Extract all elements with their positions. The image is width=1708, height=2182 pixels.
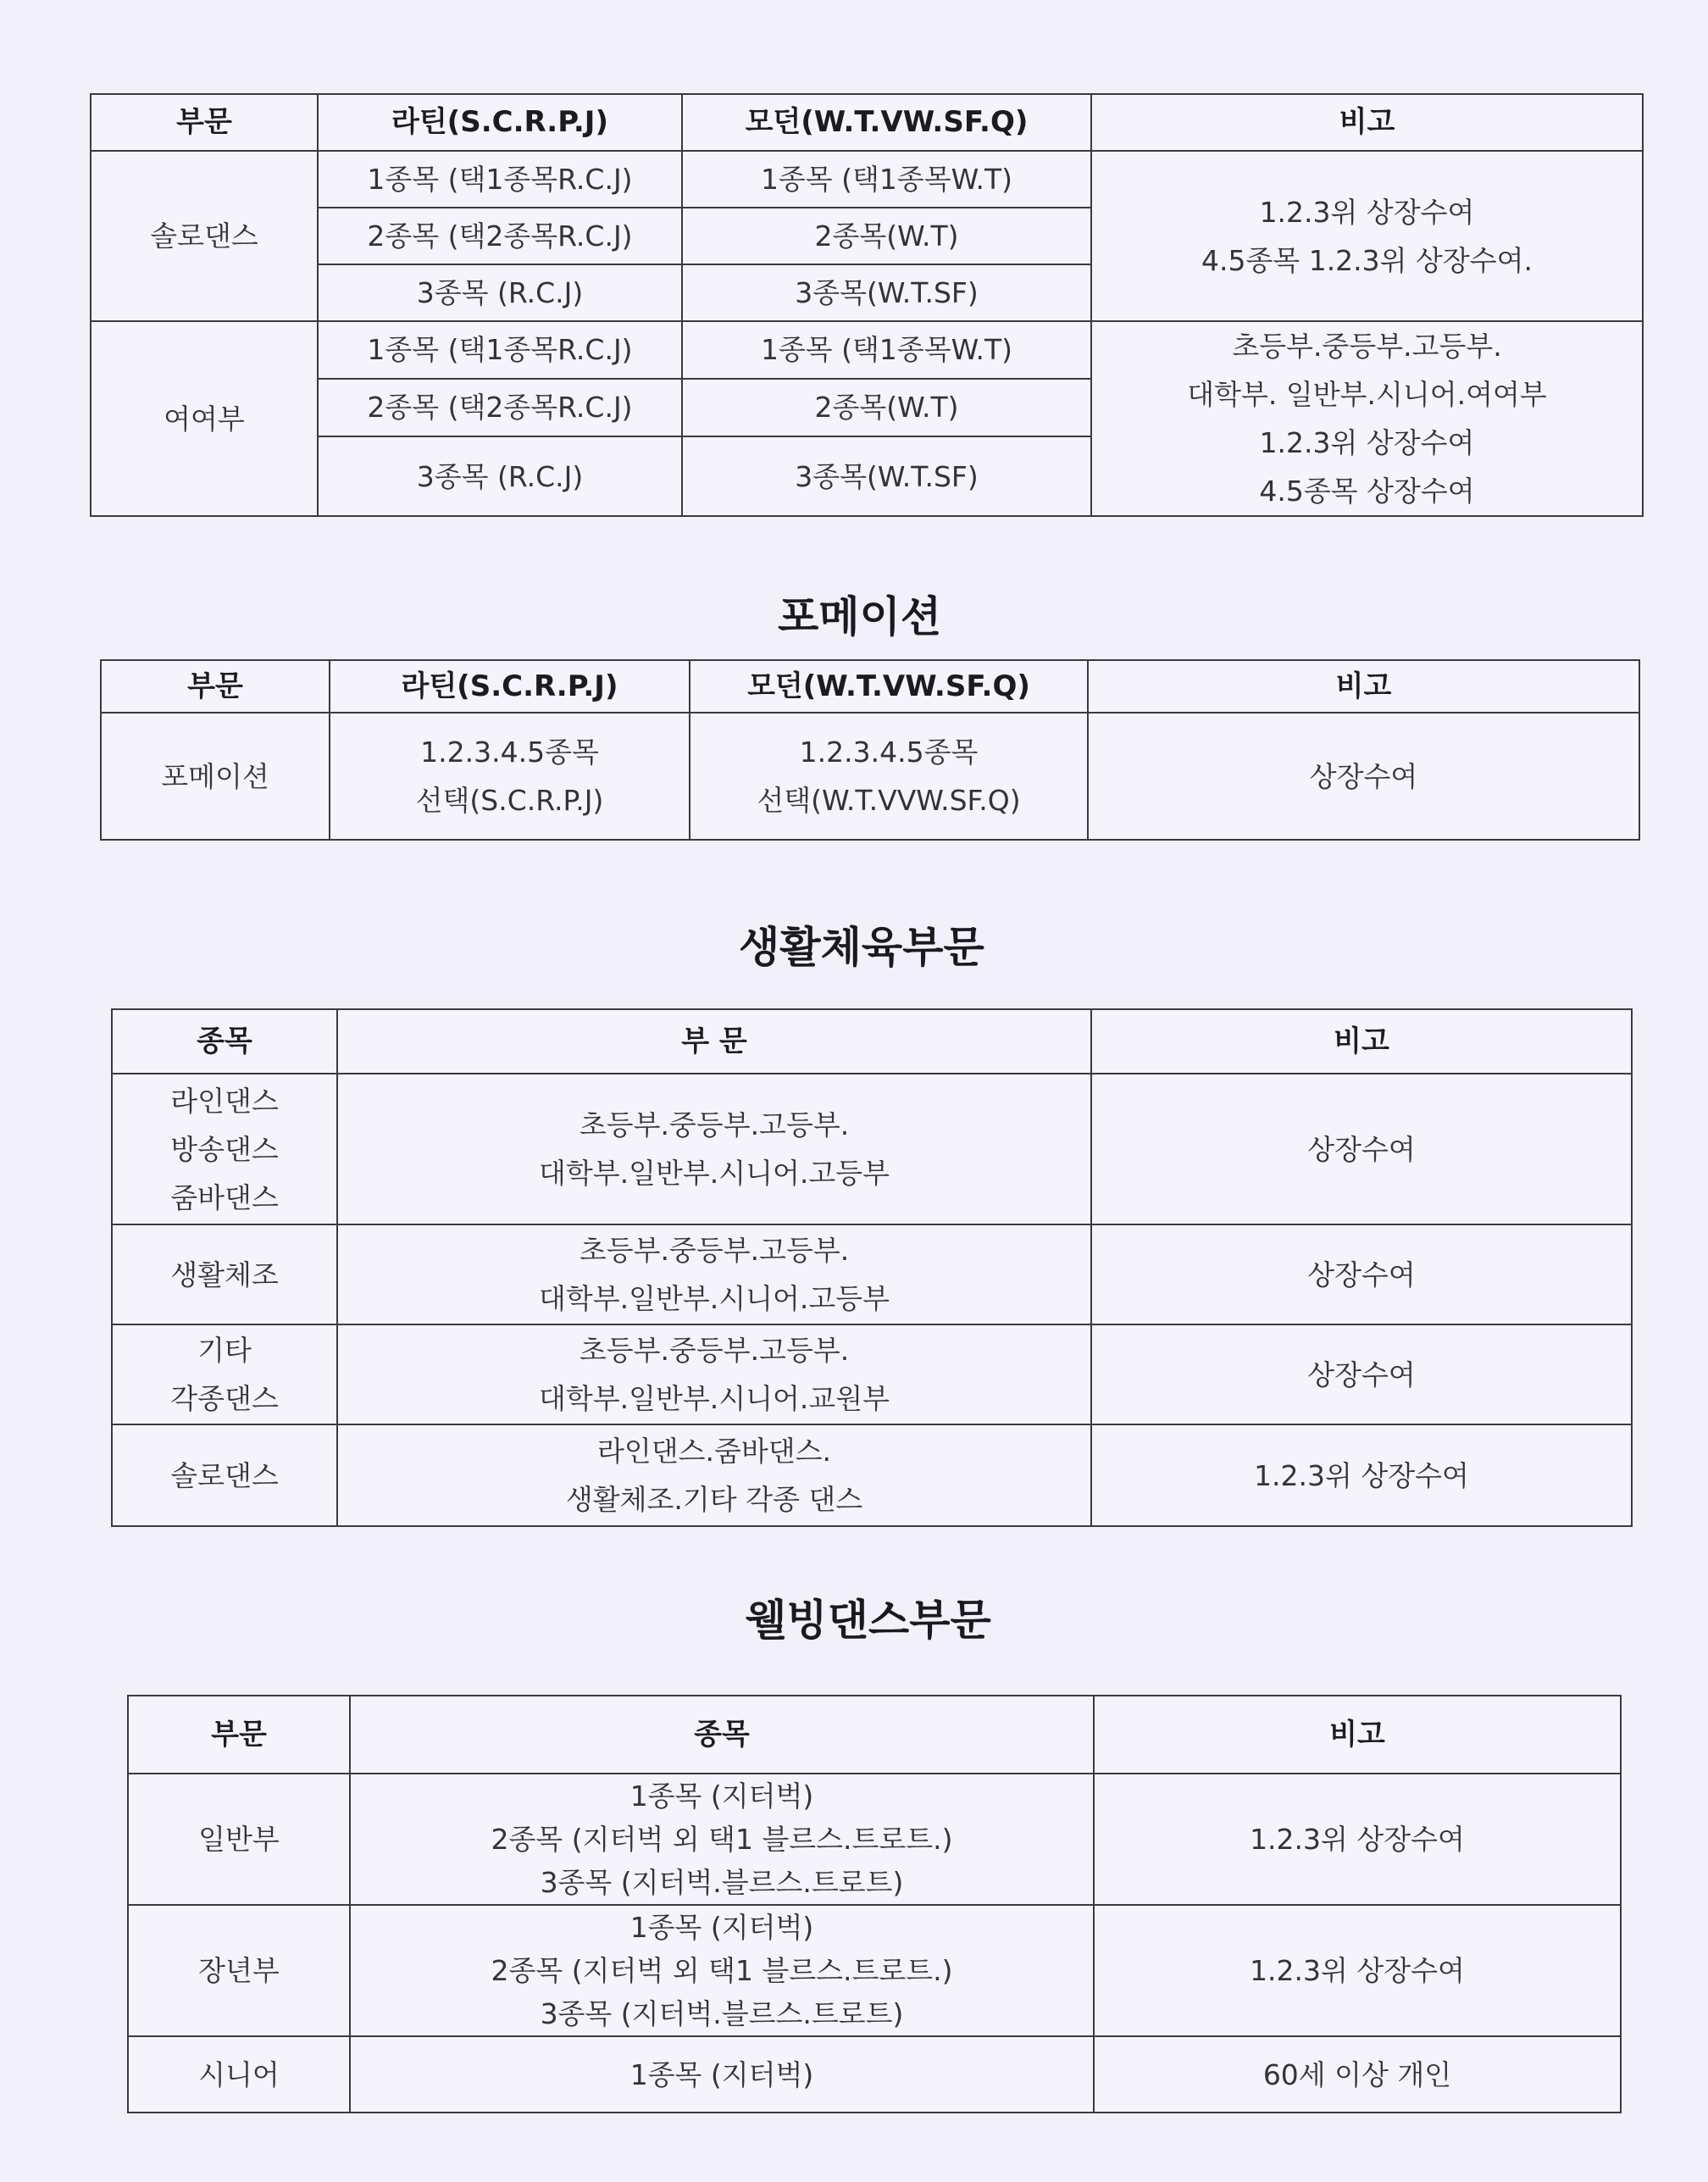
table-row	[112, 1224, 1632, 1324]
cell-line: 라인댄스	[170, 1084, 279, 1118]
header-cell: 모던(W.T.VW.SF.Q)	[682, 94, 1091, 151]
cell-line: 1.2.3.4.5종목	[799, 736, 979, 769]
modern-cell: 3종목(W.T.SF)	[682, 264, 1091, 321]
cell-line: 생활체조	[170, 1258, 279, 1291]
table-row	[91, 321, 1643, 379]
modern-cell	[690, 713, 1088, 840]
note-line: 1.2.3위 상장수여	[1259, 195, 1475, 229]
modern-cell: 1종목 (택1종목W.T)	[682, 151, 1091, 208]
cell-line: 솔로댄스	[170, 1458, 279, 1492]
division-cell	[337, 1074, 1091, 1224]
cell-line: 2종목 (지터벅 외 택1 블르스.트로트.)	[491, 1823, 953, 1856]
event-name	[112, 1074, 337, 1224]
cell-line: 대학부.일반부.시니어.교원부	[538, 1382, 890, 1415]
latin-cell: 1종목 (택1종목R.C.J)	[318, 151, 682, 208]
cell-line: 초등부.중등부.고등부.	[579, 1108, 850, 1141]
table-header-row	[91, 94, 1643, 151]
cell-line: 초등부.중등부.고등부.	[579, 1334, 850, 1367]
table-row	[112, 1074, 1632, 1224]
cell-line: 각종댄스	[170, 1382, 279, 1415]
cell-line: 방송댄스	[170, 1132, 279, 1166]
note-cell: 60세 이상 개인	[1094, 2036, 1621, 2113]
latin-modern-table	[90, 93, 1644, 517]
cell-line: 줌바댄스	[170, 1180, 279, 1214]
modern-cell: 2종목(W.T)	[682, 379, 1091, 437]
header-cell: 부문	[91, 94, 318, 151]
note-cell: 상장수여	[1091, 1324, 1632, 1424]
cell-line: 생활체조.기타 각종 댄스	[565, 1483, 863, 1516]
table-row	[91, 151, 1643, 208]
note-line: 4.5종목 1.2.3위 상장수여.	[1201, 243, 1533, 277]
note-cell: 1.2.3위 상장수여	[1091, 1424, 1632, 1526]
note-line: 4.5종목 상장수여	[1259, 475, 1475, 508]
cell-line: 초등부.중등부.고등부.	[579, 1234, 850, 1267]
table-header-row	[112, 1009, 1632, 1074]
header-cell: 비고	[1091, 1009, 1632, 1074]
header-cell: 모던(W.T.VW.SF.Q)	[690, 660, 1088, 713]
note-line: 대학부. 일반부.시니어.여여부	[1187, 378, 1547, 411]
section-title-wellbeing: 웰빙댄스부문	[746, 1596, 991, 1645]
cell-line: 1종목 (지터벅)	[629, 1779, 814, 1813]
section-title-formation: 포메이션	[778, 592, 942, 641]
event-name	[112, 1324, 337, 1424]
events-cell	[350, 2036, 1094, 2113]
table-header-row	[101, 660, 1639, 713]
note-cell: 상장수여	[1088, 713, 1639, 840]
header-cell: 라틴(S.C.R.P.J)	[318, 94, 682, 151]
cell-line: 1.2.3.4.5종목	[420, 736, 599, 769]
section-title-lifesports: 생활체육부문	[739, 923, 984, 972]
latin-cell: 3종목 (R.C.J)	[318, 436, 682, 516]
division-name: 포메이션	[101, 713, 330, 840]
formation-table	[100, 659, 1640, 841]
latin-cell	[330, 713, 690, 840]
header-cell: 비고	[1094, 1696, 1621, 1774]
table-row	[112, 1424, 1632, 1526]
cell-line: 대학부.일반부.시니어.고등부	[538, 1157, 890, 1190]
events-cell	[350, 1774, 1094, 1905]
wellbeing-table	[127, 1695, 1622, 2113]
cell-line: 라인댄스.줌바댄스.	[596, 1435, 831, 1468]
cell-line: 선택(S.C.R.P.J)	[415, 784, 604, 817]
note-cell: 1.2.3위 상장수여	[1094, 1905, 1621, 2036]
header-cell: 라틴(S.C.R.P.J)	[330, 660, 690, 713]
modern-cell: 1종목 (택1종목W.T)	[682, 321, 1091, 379]
division-cell	[337, 1324, 1091, 1424]
modern-cell: 2종목(W.T)	[682, 208, 1091, 264]
note-cell	[1091, 151, 1643, 321]
header-cell: 종목	[112, 1009, 337, 1074]
note-cell: 상장수여	[1091, 1224, 1632, 1324]
note-cell: 상장수여	[1091, 1074, 1632, 1224]
table-row	[128, 1905, 1621, 2036]
header-cell: 비고	[1088, 660, 1639, 713]
header-cell: 부문	[128, 1696, 350, 1774]
lifesports-table	[111, 1008, 1633, 1527]
header-cell: 비고	[1091, 94, 1643, 151]
division-name: 장년부	[128, 1905, 350, 2036]
cell-line: 대학부.일반부.시니어.고등부	[538, 1282, 890, 1315]
header-cell: 종목	[350, 1696, 1094, 1774]
division-cell	[337, 1224, 1091, 1324]
table-header-row	[128, 1696, 1621, 1774]
cell-line: 선택(W.T.VVW.SF.Q)	[757, 784, 1021, 817]
cell-line: 2종목 (지터벅 외 택1 블르스.트로트.)	[491, 1954, 953, 1987]
table-row	[128, 2036, 1621, 2113]
header-cell: 부 문	[337, 1009, 1091, 1074]
table-row	[128, 1774, 1621, 1905]
division-name: 일반부	[128, 1774, 350, 1905]
cell-line: 3종목 (지터벅.블르스.트로트)	[540, 1997, 904, 2030]
table-row	[101, 713, 1639, 840]
latin-cell: 2종목 (택2종목R.C.J)	[318, 208, 682, 264]
table-row	[112, 1324, 1632, 1424]
cell-line: 1종목 (지터벅)	[629, 2057, 814, 2091]
note-cell	[1091, 321, 1643, 516]
division-name: 시니어	[128, 2036, 350, 2113]
note-line: 1.2.3위 상장수여	[1259, 426, 1475, 459]
cell-line: 기타	[197, 1334, 252, 1367]
note-cell: 1.2.3위 상장수여	[1094, 1774, 1621, 1905]
latin-cell: 3종목 (R.C.J)	[318, 264, 682, 321]
events-cell	[350, 1905, 1094, 2036]
cell-line: 3종목 (지터벅.블르스.트로트)	[540, 1866, 904, 1899]
note-line: 초등부.중등부.고등부.	[1232, 330, 1502, 363]
division-cell	[337, 1424, 1091, 1526]
event-name	[112, 1424, 337, 1526]
header-cell: 부문	[101, 660, 330, 713]
latin-cell: 2종목 (택2종목R.C.J)	[318, 379, 682, 437]
cell-line: 1종목 (지터벅)	[629, 1911, 814, 1944]
division-name: 솔로댄스	[91, 151, 318, 321]
latin-cell: 1종목 (택1종목R.C.J)	[318, 321, 682, 379]
event-name	[112, 1224, 337, 1324]
division-name: 여여부	[91, 321, 318, 516]
modern-cell: 3종목(W.T.SF)	[682, 436, 1091, 516]
